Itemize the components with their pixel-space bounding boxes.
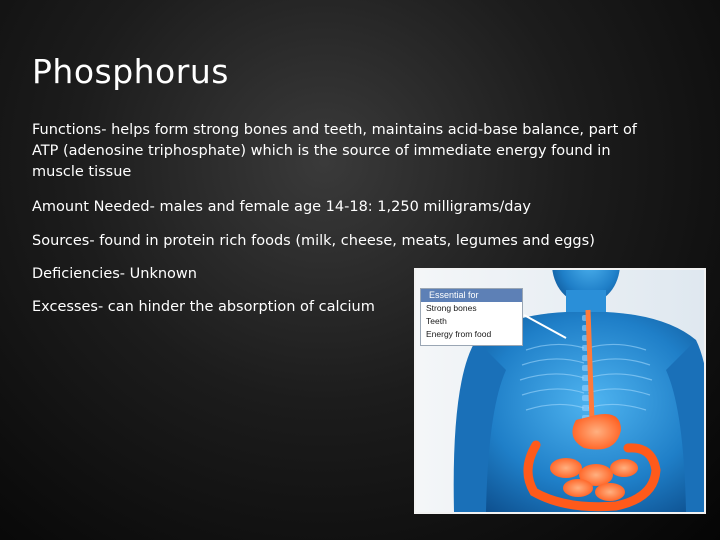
label-item-teeth: Teeth (426, 316, 447, 326)
amount-needed-text: Amount Needed- males and female age 14-18: 1,250 milligrams/day (32, 199, 531, 215)
sources-text: Sources- found in protein rich foods (milk, cheese, meats, legumes and eggs) (32, 233, 595, 249)
deficiencies-text: Deficiencies- Unknown (32, 266, 197, 282)
slide-title: Phosphorus (32, 52, 229, 91)
label-item-strong-bones: Strong bones (426, 303, 477, 313)
label-item-energy: Energy from food (426, 329, 492, 339)
essential-for-label (420, 288, 523, 346)
functions-text: Functions- helps form strong bones and teeth, maintains acid-base balance, part of ATP (adenosine triphosphate) which is the source of immediate energy found in muscle tissue (32, 122, 637, 180)
label-header: Essential for (421, 289, 522, 302)
excesses-text: Excesses- can hinder the absorption of calcium (32, 299, 375, 315)
